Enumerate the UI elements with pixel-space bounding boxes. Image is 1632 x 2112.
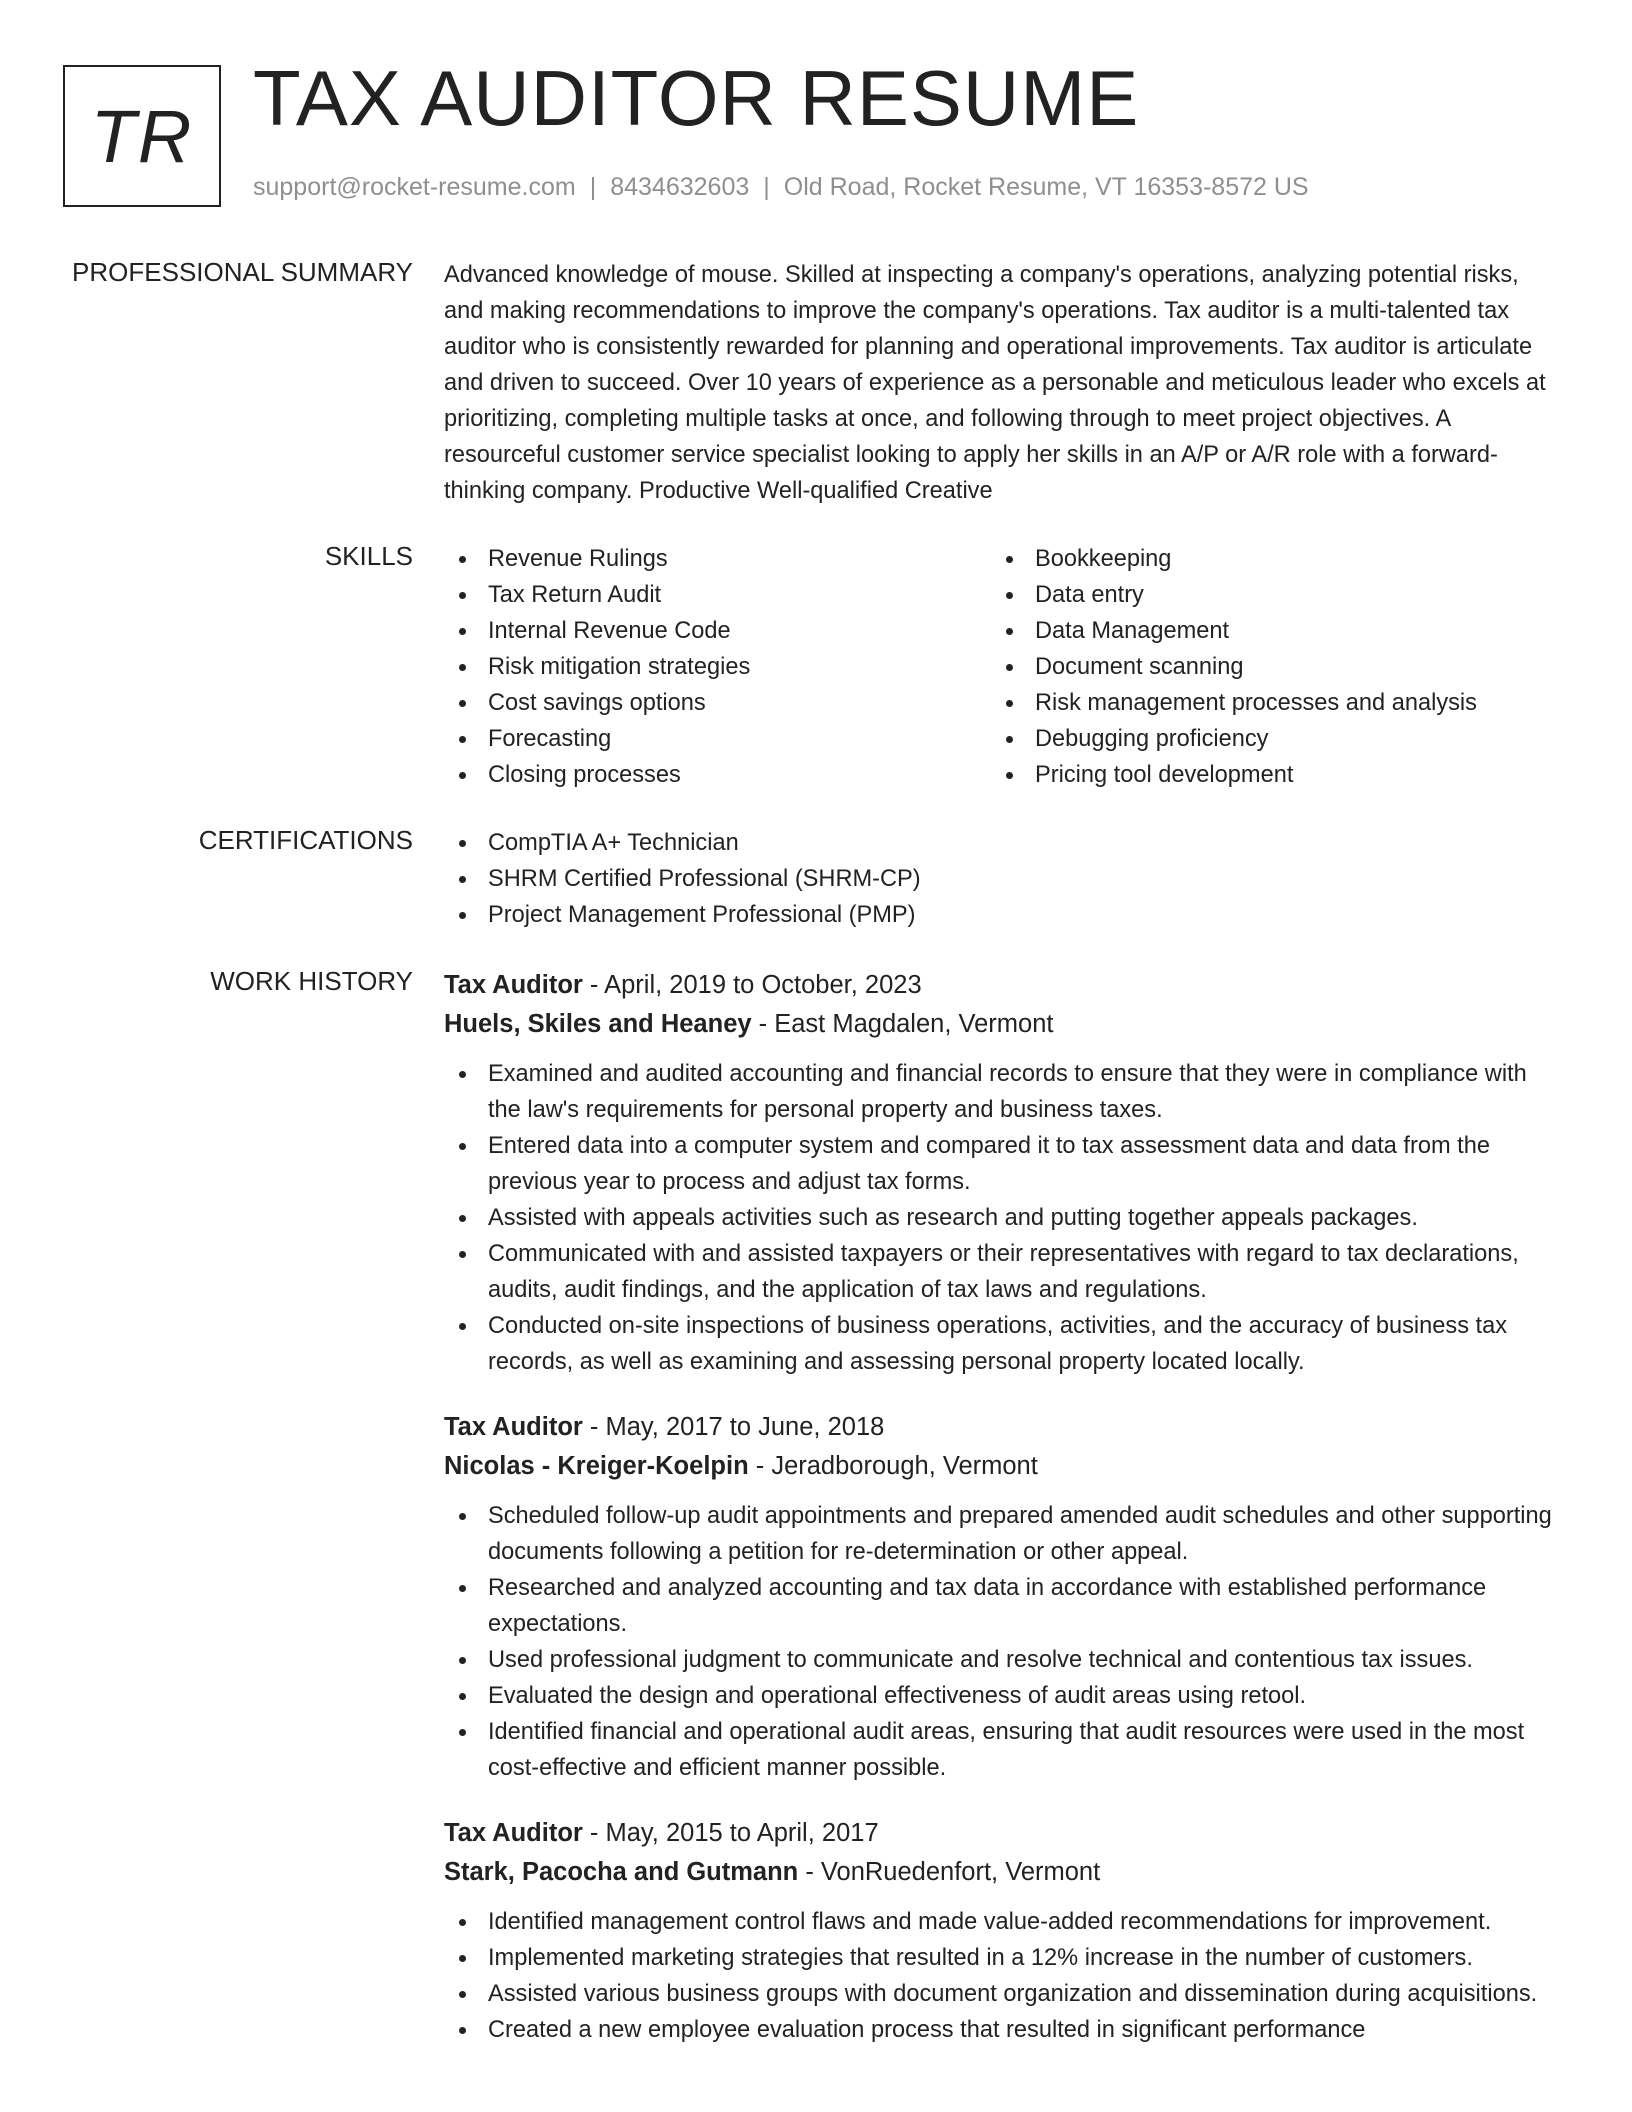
summary-text: Advanced knowledge of mouse. Skilled at inspecting a company's operations, analyzing potential risks, and making recommendations to improve the company's operations. Tax auditor is a multi-talented tax auditor who is consistently rewarded for planning and operational improvements. Tax auditor is articulate and driven to succeed. Over 10 years of experience as a personable and meticulous leader who excels at prioritizing, completing multiple tasks at once, and following through to meet project objectives. A resourceful customer service specialist looking to apply her skills in an A/P or A/R role with a forward-thinking company. Productive Well-qualified Creative (444, 262, 1546, 504)
job-bullet: Identified financial and operational audit areas, ensuring that audit resources were used in the most cost-effective and efficient manner possible. (444, 1714, 1564, 1786)
job-title: Tax Auditor (444, 971, 583, 999)
contact-phone[interactable]: 8434632603 (610, 173, 750, 201)
skills-list-left (444, 541, 991, 793)
job-title-line (444, 966, 1564, 1005)
monogram-logo (63, 65, 221, 207)
job-bullet: Communicated with and assisted taxpayers or their representatives with regard to tax declarations, audits, audit findings, and the application of tax laws and regulations. (444, 1236, 1564, 1308)
job-bullet: Assisted various business groups with document organization and dissemination during acquisitions. (444, 1976, 1564, 2012)
contact-separator: | (589, 173, 597, 201)
job-title-line (444, 1814, 1564, 1853)
skill-item: Data Management (991, 613, 1538, 649)
job-company-line (444, 1853, 1564, 1892)
resume-title: TAX AUDITOR RESUME (253, 54, 1140, 142)
job-bullet: Identified management control flaws and made value-added recommendations for improvement. (444, 1904, 1564, 1940)
certification-item: Project Management Professional (PMP) (444, 897, 1564, 933)
job-bullet: Conducted on-site inspections of business operations, activities, and the accuracy of business tax records, as well as examining and assessing personal property located locally. (444, 1308, 1564, 1380)
skills-heading: SKILLS (324, 541, 413, 571)
job-company: Stark, Pacocha and Gutmann (444, 1858, 799, 1886)
job-bullets (444, 1056, 1564, 1380)
skill-item: Data entry (991, 577, 1538, 613)
work-history-heading: WORK HISTORY (210, 966, 413, 996)
monogram-text: TR (90, 94, 194, 178)
summary-heading: PROFESSIONAL SUMMARY (72, 257, 413, 287)
job-entry (444, 966, 1564, 1380)
job-title: Tax Auditor (444, 1413, 583, 1441)
job-bullets (444, 1498, 1564, 1786)
job-company-line (444, 1005, 1564, 1044)
job-dates: - April, 2019 to October, 2023 (582, 971, 922, 999)
skill-item: Risk mitigation strategies (444, 649, 991, 685)
skill-item: Internal Revenue Code (444, 613, 991, 649)
job-dates: - May, 2015 to April, 2017 (582, 1819, 879, 1847)
job-bullet: Created a new employee evaluation process that resulted in significant performance (444, 2012, 1564, 2048)
job-bullet: Entered data into a computer system and compared it to tax assessment data and data from the previous year to process and adjust tax forms. (444, 1128, 1564, 1200)
job-bullet: Evaluated the design and operational effectiveness of audit areas using retool. (444, 1678, 1564, 1714)
skill-item: Forecasting (444, 721, 991, 757)
job-entry (444, 1408, 1564, 1786)
job-bullet: Examined and audited accounting and financial records to ensure that they were in compliance with the law's requirements for personal property and business taxes. (444, 1056, 1564, 1128)
contact-email[interactable]: support@rocket-resume.com (253, 173, 576, 201)
job-company: Huels, Skiles and Heaney (444, 1010, 752, 1038)
job-bullet: Scheduled follow-up audit appointments and prepared amended audit schedules and other supporting documents following a petition for re-determination or other appeal. (444, 1498, 1564, 1570)
skill-item: Risk management processes and analysis (991, 685, 1538, 721)
contact-line (253, 173, 1309, 202)
skill-item: Tax Return Audit (444, 577, 991, 613)
job-location: - VonRuedenfort, Vermont (798, 1858, 1101, 1886)
certification-item: CompTIA A+ Technician (444, 825, 1564, 861)
job-entry (444, 1814, 1564, 2048)
certifications-list (444, 825, 1564, 933)
skill-item: Debugging proficiency (991, 721, 1538, 757)
certifications-heading: CERTIFICATIONS (198, 825, 413, 855)
skill-item: Cost savings options (444, 685, 991, 721)
contact-address: Old Road, Rocket Resume, VT 16353-8572 US (783, 173, 1309, 201)
job-location: - Jeradborough, Vermont (748, 1452, 1038, 1480)
skill-item: Revenue Rulings (444, 541, 991, 577)
job-bullet: Implemented marketing strategies that resulted in a 12% increase in the number of customers. (444, 1940, 1564, 1976)
job-bullet: Researched and analyzed accounting and tax data in accordance with established performance expectations. (444, 1570, 1564, 1642)
skill-item: Document scanning (991, 649, 1538, 685)
job-bullet: Used professional judgment to communicate and resolve technical and contentious tax issues. (444, 1642, 1564, 1678)
job-title: Tax Auditor (444, 1819, 583, 1847)
skill-item: Pricing tool development (991, 757, 1538, 793)
job-bullets (444, 1904, 1564, 2048)
skills-list-right (991, 541, 1538, 793)
job-bullet: Assisted with appeals activities such as research and putting together appeals packages. (444, 1200, 1564, 1236)
job-company: Nicolas - Kreiger-Koelpin (444, 1452, 749, 1480)
contact-separator: | (763, 173, 770, 201)
job-title-line (444, 1408, 1564, 1447)
job-company-line (444, 1447, 1564, 1486)
job-location: - East Magdalen, Vermont (751, 1010, 1054, 1038)
skill-item: Bookkeeping (991, 541, 1538, 577)
job-dates: - May, 2017 to June, 2018 (582, 1413, 885, 1441)
certification-item: SHRM Certified Professional (SHRM-CP) (444, 861, 1564, 897)
skill-item: Closing processes (444, 757, 991, 793)
